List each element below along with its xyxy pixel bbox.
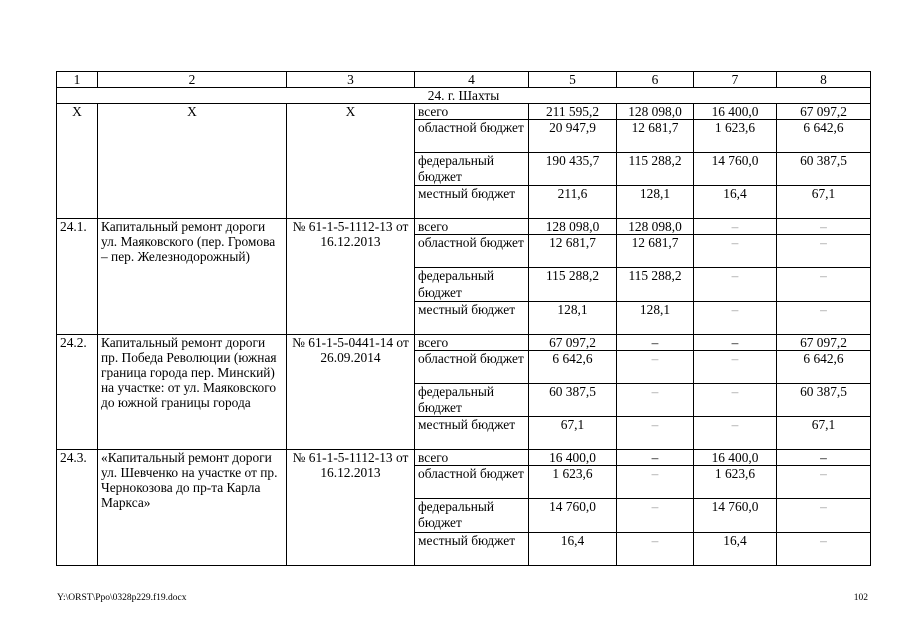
amount-cell: 12 681,7 [617,235,694,268]
amount-cell: 12 681,7 [529,235,617,268]
amount-cell: 16,4 [694,532,777,565]
column-number: 2 [98,72,287,88]
amount-cell: 16 400,0 [694,450,777,466]
budget-source-label: федеральный бюджет [415,383,529,416]
amount-cell: – [694,417,777,450]
budget-source-label: местный бюджет [415,532,529,565]
budget-source-label: всего [415,219,529,235]
budget-table [56,71,871,566]
budget-source-label: местный бюджет [415,417,529,450]
page-number: 102 [853,593,868,603]
item-3-row [57,450,871,466]
amount-cell: 1 623,6 [694,120,777,153]
amount-cell: – [694,235,777,268]
amount-cell: 190 435,7 [529,153,617,186]
amount-cell: 60 387,5 [529,383,617,416]
amount-cell: – [617,334,694,350]
amount-cell: 128 098,0 [617,104,694,120]
column-number: 5 [529,72,617,88]
amount-cell: – [694,350,777,383]
budget-source-label: областной бюджет [415,466,529,499]
amount-cell: 67,1 [777,186,871,219]
item-1-row [57,219,871,235]
item-number: 24.1. [57,219,98,334]
amount-cell: 1 623,6 [529,466,617,499]
amount-cell: – [617,350,694,383]
amount-cell: 115 288,2 [617,268,694,301]
budget-source-label: федеральный бюджет [415,268,529,301]
amount-cell: 115 288,2 [617,153,694,186]
column-number: 1 [57,72,98,88]
amount-cell: 67 097,2 [529,334,617,350]
budget-source-label: областной бюджет [415,350,529,383]
amount-cell: 128,1 [617,186,694,219]
amount-cell: – [777,450,871,466]
item-number: Х [57,104,98,219]
amount-cell: – [617,417,694,450]
amount-cell: – [777,466,871,499]
column-number: 3 [287,72,415,88]
budget-source-label: всего [415,104,529,120]
budget-source-label: федеральный бюджет [415,153,529,186]
amount-cell: – [694,219,777,235]
document-number: № 61-1-5-1112-13 от 16.12.2013 [287,219,415,334]
amount-cell: 115 288,2 [529,268,617,301]
amount-cell: – [694,301,777,334]
amount-cell: 67,1 [529,417,617,450]
budget-source-label: местный бюджет [415,301,529,334]
amount-cell: – [694,268,777,301]
document-number: № 61-1-5-0441-14 от 26.09.2014 [287,334,415,449]
item-2-row [57,334,871,350]
amount-cell: 128 098,0 [529,219,617,235]
amount-cell: – [777,499,871,532]
amount-cell: 14 760,0 [529,499,617,532]
amount-cell: 16,4 [694,186,777,219]
budget-source-label: федеральный бюджет [415,499,529,532]
document-number: № 61-1-5-1112-13 от 16.12.2013 [287,450,415,565]
amount-cell: 128,1 [617,301,694,334]
table-body [57,72,871,566]
amount-cell: – [777,301,871,334]
amount-cell: 6 642,6 [777,120,871,153]
amount-cell: – [777,532,871,565]
amount-cell: 211,6 [529,186,617,219]
amount-cell: 6 642,6 [529,350,617,383]
amount-cell: – [617,383,694,416]
amount-cell: 60 387,5 [777,383,871,416]
amount-cell: 20 947,9 [529,120,617,153]
amount-cell: – [777,268,871,301]
file-path: Y:\ORST\Ppo\0328p229.f19.docx [57,593,187,603]
document-number: Х [287,104,415,219]
amount-cell: – [617,532,694,565]
amount-cell: – [617,466,694,499]
amount-cell: 211 595,2 [529,104,617,120]
section-row [57,88,871,104]
budget-source-label: областной бюджет [415,120,529,153]
item-name: Х [98,104,287,219]
amount-cell: 67 097,2 [777,334,871,350]
item-number: 24.2. [57,334,98,449]
amount-cell: 14 760,0 [694,499,777,532]
amount-cell: – [617,450,694,466]
amount-cell: 67,1 [777,417,871,450]
amount-cell: 16,4 [529,532,617,565]
amount-cell: 12 681,7 [617,120,694,153]
budget-source-label: всего [415,450,529,466]
column-number: 7 [694,72,777,88]
amount-cell: 14 760,0 [694,153,777,186]
amount-cell: 60 387,5 [777,153,871,186]
amount-cell: 16 400,0 [529,450,617,466]
section-title: 24. г. Шахты [57,88,871,104]
amount-cell: – [694,334,777,350]
amount-cell: 16 400,0 [694,104,777,120]
amount-cell: 6 642,6 [777,350,871,383]
budget-source-label: всего [415,334,529,350]
column-number: 6 [617,72,694,88]
item-number: 24.3. [57,450,98,565]
amount-cell: 128 098,0 [617,219,694,235]
amount-cell: – [617,499,694,532]
amount-cell: – [777,235,871,268]
budget-source-label: местный бюджет [415,186,529,219]
column-number: 8 [777,72,871,88]
amount-cell: 1 623,6 [694,466,777,499]
item-name: Капитальный ремонт дороги ул. Маяковского (пер. Громова – пер. Железнодорожный) [98,219,287,334]
budget-source-label: областной бюджет [415,235,529,268]
column-number-row [57,72,871,88]
amount-cell: – [694,383,777,416]
item-name: Капитальный ремонт дороги пр. Победа Революции (южная граница города пер. Минский) на участке: от ул. Маяковского до южной границы города [98,334,287,449]
amount-cell: 67 097,2 [777,104,871,120]
amount-cell: – [777,219,871,235]
amount-cell: 128,1 [529,301,617,334]
item-name: «Капитальный ремонт дороги ул. Шевченко на участке от пр. Чернокозова до пр-та Карла Маркса» [98,450,287,565]
column-number: 4 [415,72,529,88]
summary-row [57,104,871,120]
